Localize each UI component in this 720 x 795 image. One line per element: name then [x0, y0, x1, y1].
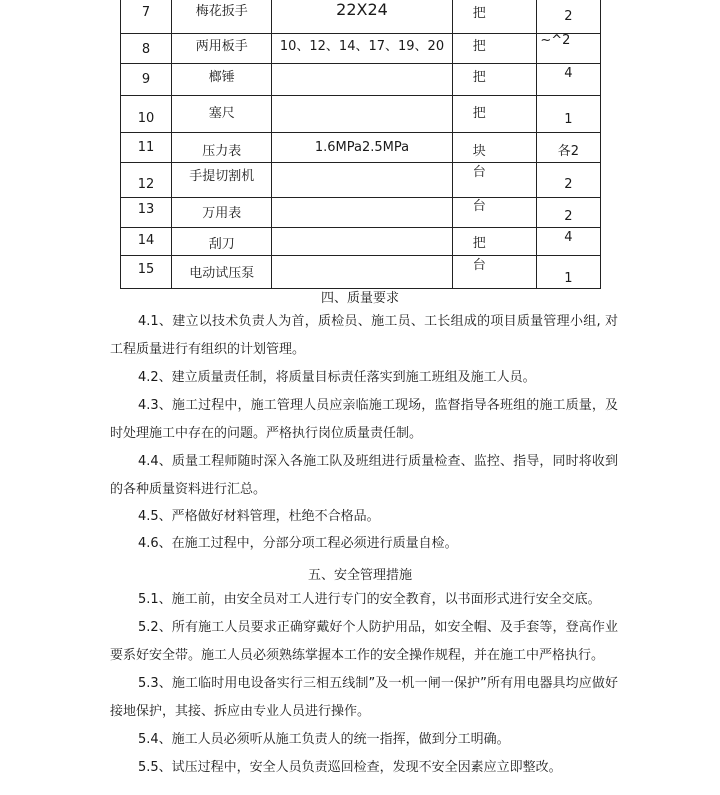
tool-qty: 各2	[557, 144, 580, 159]
safety-section-title: 五、安全管理措施	[307, 568, 412, 583]
table-row	[121, 198, 601, 228]
tool-unit: 台	[472, 165, 486, 180]
row-number: 7	[141, 5, 151, 20]
tool-qty: 2	[564, 9, 573, 24]
quality-item: 4.6、在施工过程中，分部分项工程必须进行质量自检。	[138, 536, 458, 551]
tool-qty: 4	[564, 230, 573, 245]
table-row	[121, 228, 601, 256]
row-number: 14	[137, 233, 155, 248]
tool-unit: 把	[472, 39, 486, 54]
row-number: 12	[137, 177, 155, 192]
tool-name: 压力表	[202, 144, 242, 159]
row-number: 8	[141, 42, 151, 57]
table-row	[121, 133, 601, 163]
tools-table	[120, 0, 601, 289]
tool-spec: 1.6MPa2.5MPa	[314, 140, 410, 155]
tool-name: 刮刀	[208, 237, 235, 252]
row-number: 11	[137, 140, 155, 155]
quality-item: 4.4、质量工程师随时深入各施工队及班组进行质量检查、监控、指导，同时将收到的各种质量资料进行汇总。	[110, 454, 618, 497]
tool-name: 电动试压泵	[189, 266, 255, 281]
tool-name: 梅花扳手	[195, 4, 248, 19]
safety-item: 5.1、施工前，由安全员对工人进行专门的安全教育，以书面形式进行安全交底。	[138, 592, 601, 607]
tool-unit: 把	[472, 70, 486, 85]
row-number: 15	[137, 262, 155, 277]
quality-item: 4.5、严格做好材料管理，杜绝不合格品。	[138, 509, 380, 524]
table-row	[121, 96, 601, 133]
quality-section-title: 四、质量要求	[320, 291, 399, 306]
tool-qty: 1	[564, 271, 573, 286]
quality-item: 4.2、建立质量责任制，将质量目标责任落实到施工班组及施工人员。	[138, 370, 536, 385]
tool-unit: 台	[472, 199, 486, 214]
table-row	[121, 256, 601, 289]
row-number: 10	[137, 111, 155, 126]
tool-unit: 把	[472, 6, 486, 21]
tool-spec: 22X24	[336, 0, 388, 19]
table-row	[121, 163, 601, 198]
tool-unit: 把	[472, 106, 486, 121]
tool-name: 手提切割机	[189, 169, 255, 184]
safety-item: 5.4、施工人员必须听从施工负责人的统一指挥，做到分工明确。	[138, 732, 510, 747]
tool-unit: 把	[472, 236, 486, 251]
safety-item: 5.5、试压过程中，安全人员负责巡回检查，发现不安全因素应立即整改。	[138, 760, 562, 775]
tool-qty: ~^2	[540, 33, 571, 48]
table-row	[121, 34, 601, 64]
tool-unit: 台	[472, 258, 486, 273]
tool-spec: 10、12、14、17、19、20	[279, 39, 445, 54]
tool-name: 榔锤	[208, 70, 235, 85]
safety-item: 5.2、所有施工人员要求正确穿戴好个人防护用品，如安全帽、及手套等，登高作业要系好安全带。施工人员必须熟练掌握本工作的安全操作规程，并在施工中严格执行。	[110, 620, 618, 663]
tool-qty: 2	[564, 209, 573, 224]
row-number: 9	[141, 72, 151, 87]
quality-item: 4.3、施工过程中，施工管理人员应亲临施工现场，监督指导各班组的施工质量，及时处理施工中存在的问题。严格执行岗位质量责任制。	[110, 398, 618, 441]
tool-qty: 1	[564, 112, 573, 127]
tool-unit: 块	[472, 144, 486, 159]
table-row	[121, 64, 601, 96]
safety-item: 5.3、施工临时用电设备实行三相五线制”及一机一闸一保护”所有用电器具均应做好接地保护，其接、拆应由专业人员进行操作。	[110, 676, 618, 719]
tool-qty: 2	[564, 177, 573, 192]
row-number: 13	[137, 202, 155, 217]
quality-item: 4.1、建立以技术负责人为首，质检员、施工员、工长组成的项目质量管理小组, 对工程质量进行有组织的计划管理。	[110, 314, 618, 357]
tool-qty: 4	[564, 66, 573, 81]
tool-name: 两用板手	[195, 39, 248, 54]
table-row	[121, 0, 601, 34]
tool-name: 万用表	[202, 206, 242, 221]
tool-name: 塞尺	[208, 106, 235, 121]
